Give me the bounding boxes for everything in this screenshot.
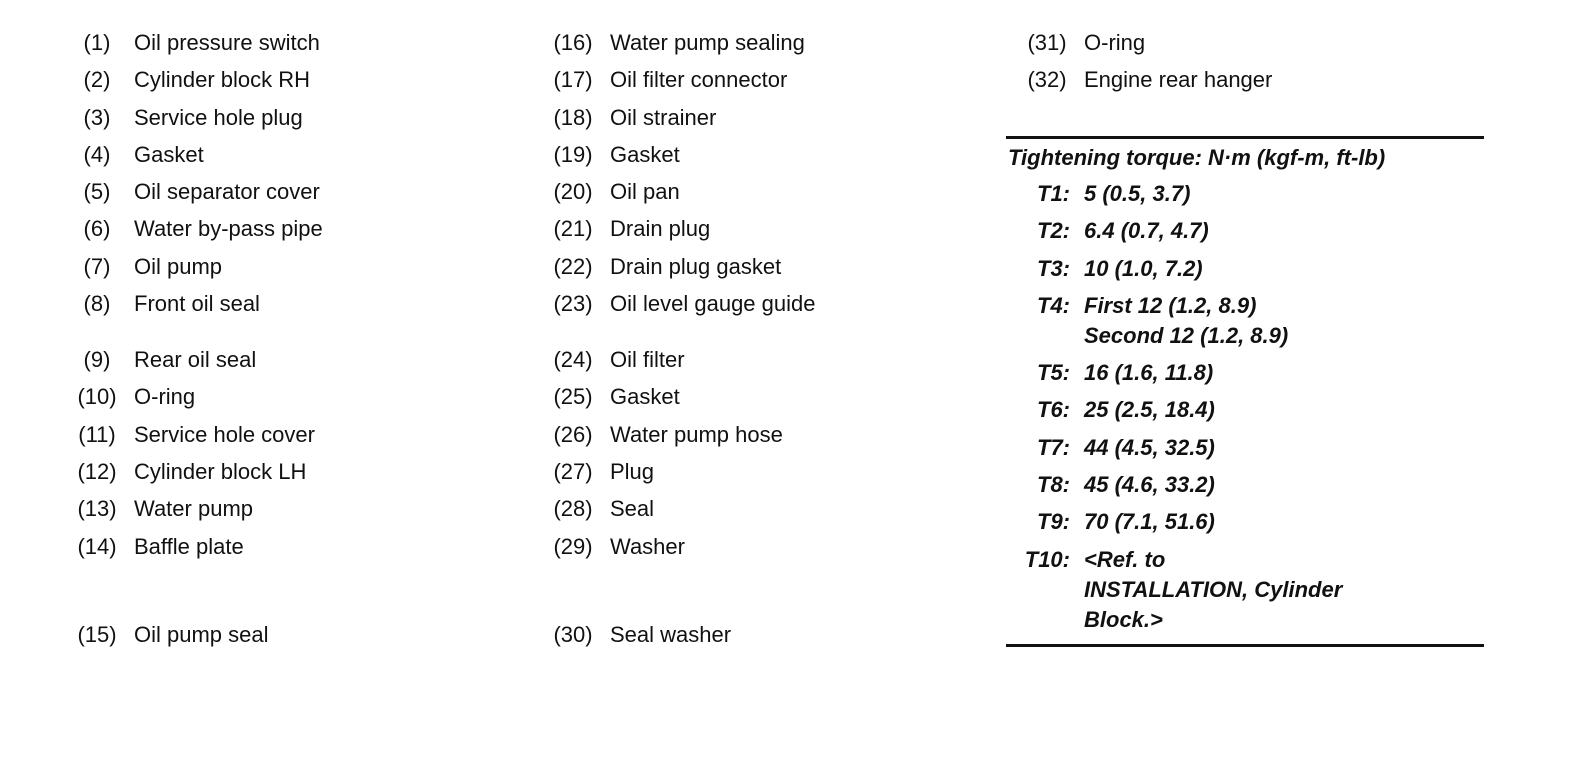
item-label: Baffle plate	[134, 533, 244, 559]
item-label: Front oil seal	[134, 291, 260, 317]
item-number: (16)	[553, 30, 593, 55]
item-number: (11)	[78, 421, 116, 447]
item-number: (22)	[553, 253, 593, 279]
item-label: Service hole cover	[134, 421, 315, 447]
torque-key: T10:	[1024, 546, 1070, 572]
tightening-torque-table	[1006, 136, 1484, 647]
list-item	[536, 65, 976, 95]
item-label: Oil strainer	[610, 104, 717, 130]
parts-list-column-3	[1010, 28, 1490, 103]
list-item	[536, 345, 976, 375]
list-item	[536, 214, 976, 244]
item-label: Water pump hose	[610, 421, 783, 447]
list-item	[1010, 28, 1490, 58]
list-item	[60, 103, 500, 133]
item-label: Gasket	[610, 141, 680, 167]
torque-row	[1006, 507, 1484, 537]
list-item	[60, 28, 500, 58]
item-number: (23)	[553, 291, 593, 317]
item-label: Oil separator cover	[134, 179, 320, 205]
item-number: (30)	[553, 621, 593, 647]
item-label: Seal	[610, 496, 655, 522]
list-item	[536, 420, 976, 450]
item-number: (10)	[77, 384, 117, 410]
item-label: Gasket	[134, 141, 204, 167]
list-item	[60, 345, 500, 375]
torque-key: T4:	[1037, 292, 1070, 318]
torque-value: 5 (0.5, 3.7)	[1084, 181, 1191, 206]
torque-key: T3:	[1037, 255, 1070, 281]
item-number: (9)	[83, 347, 111, 373]
list-item	[60, 532, 500, 562]
list-item	[60, 140, 500, 170]
item-number: (24)	[553, 347, 593, 373]
item-label: Drain plug gasket	[610, 253, 782, 279]
item-number: (2)	[83, 67, 111, 93]
torque-key: T8:	[1037, 472, 1070, 498]
list-item	[60, 214, 500, 244]
item-label: Rear oil seal	[134, 347, 257, 373]
item-number: (17)	[553, 67, 593, 93]
torque-row	[1006, 433, 1484, 463]
list-item	[60, 177, 500, 207]
item-label: Oil pressure switch	[134, 30, 320, 55]
list-item	[60, 457, 500, 487]
item-label: Oil filter connector	[610, 67, 788, 93]
item-number: (8)	[83, 291, 111, 317]
item-label: Water pump	[134, 496, 254, 522]
torque-value: 44 (4.5, 32.5)	[1084, 434, 1215, 460]
item-label: Service hole plug	[134, 104, 303, 130]
list-item	[536, 457, 976, 487]
torque-row	[1006, 291, 1484, 351]
item-number: (25)	[553, 384, 593, 410]
list-item	[536, 620, 976, 650]
item-label: Water by-pass pipe	[134, 216, 323, 242]
torque-table-title: Tightening torque: N·m (kgf-m, ft-lb)	[1008, 145, 1386, 170]
item-number: (15)	[77, 621, 117, 647]
torque-value: 25 (2.5, 18.4)	[1084, 397, 1215, 423]
list-item	[536, 103, 976, 133]
torque-value: 6.4 (0.7, 4.7)	[1084, 218, 1209, 244]
list-item	[60, 620, 500, 650]
item-number: (26)	[553, 421, 593, 447]
list-item	[1010, 65, 1490, 95]
item-label: Seal washer	[610, 621, 732, 647]
torque-row	[1006, 470, 1484, 500]
list-item	[536, 252, 976, 282]
item-number: (3)	[83, 104, 111, 130]
item-number: (29)	[553, 533, 593, 559]
torque-key: T1:	[1037, 181, 1070, 206]
item-label: Oil level gauge guide	[610, 291, 816, 317]
item-label: Washer	[610, 533, 685, 559]
list-item	[536, 532, 976, 562]
item-label: Cylinder block RH	[134, 67, 311, 93]
parts-list-column-1	[60, 28, 500, 657]
list-item	[60, 65, 500, 95]
parts-list-column-2	[536, 28, 976, 657]
list-item	[60, 289, 500, 319]
list-item	[536, 382, 976, 412]
item-number: (12)	[77, 458, 117, 484]
item-label: Drain plug	[610, 216, 711, 242]
item-label: Oil pump seal	[134, 621, 269, 647]
item-number: (31)	[1027, 30, 1067, 55]
item-label: O-ring	[1084, 30, 1146, 55]
item-number: (1)	[83, 30, 111, 55]
torque-key: T5:	[1037, 360, 1070, 386]
torque-row	[1006, 216, 1484, 246]
list-item	[536, 28, 976, 58]
item-number: (6)	[83, 216, 111, 242]
item-number: (28)	[553, 496, 593, 522]
item-label: Plug	[610, 458, 655, 484]
torque-key: T9:	[1037, 509, 1070, 535]
item-number: (20)	[553, 179, 593, 205]
item-number: (18)	[553, 104, 593, 130]
item-number: (7)	[83, 253, 111, 279]
item-number: (27)	[553, 458, 593, 484]
torque-value: 16 (1.6, 11.8)	[1084, 360, 1214, 386]
list-item	[536, 140, 976, 170]
torque-row	[1006, 358, 1484, 388]
list-item	[60, 252, 500, 282]
torque-key: T2:	[1037, 218, 1070, 244]
torque-row	[1006, 545, 1484, 635]
item-number: (5)	[83, 179, 111, 205]
list-item	[60, 420, 500, 450]
item-label: Oil pump	[134, 253, 223, 279]
torque-value: 70 (7.1, 51.6)	[1084, 509, 1215, 535]
torque-key: T7:	[1037, 434, 1070, 460]
torque-value: First 12 (1.2, 8.9) Second 12 (1.2, 8.9)	[1084, 292, 1289, 348]
torque-row	[1006, 254, 1484, 284]
item-number: (32)	[1027, 67, 1067, 93]
torque-value: <Ref. to INSTALLATION, Cylinder Block.>	[1084, 546, 1343, 632]
item-label: Oil filter	[610, 347, 685, 373]
item-number: (13)	[77, 496, 117, 522]
list-item	[60, 494, 500, 524]
torque-value: 10 (1.0, 7.2)	[1084, 255, 1203, 281]
list-item	[60, 382, 500, 412]
list-item	[536, 177, 976, 207]
item-number: (14)	[77, 533, 117, 559]
torque-key: T6:	[1037, 397, 1070, 423]
item-label: Cylinder block LH	[134, 458, 307, 484]
torque-row	[1006, 395, 1484, 425]
item-label: Oil pan	[610, 179, 680, 205]
item-label: Engine rear hanger	[1084, 67, 1273, 93]
item-label: Water pump sealing	[610, 30, 805, 55]
list-item	[536, 289, 976, 319]
item-number: (19)	[553, 141, 593, 167]
item-label: O-ring	[134, 384, 196, 410]
item-number: (4)	[83, 141, 111, 167]
torque-row	[1006, 179, 1484, 209]
item-number: (21)	[553, 216, 593, 242]
list-item	[536, 494, 976, 524]
item-label: Gasket	[610, 384, 680, 410]
torque-value: 45 (4.6, 33.2)	[1084, 472, 1215, 498]
